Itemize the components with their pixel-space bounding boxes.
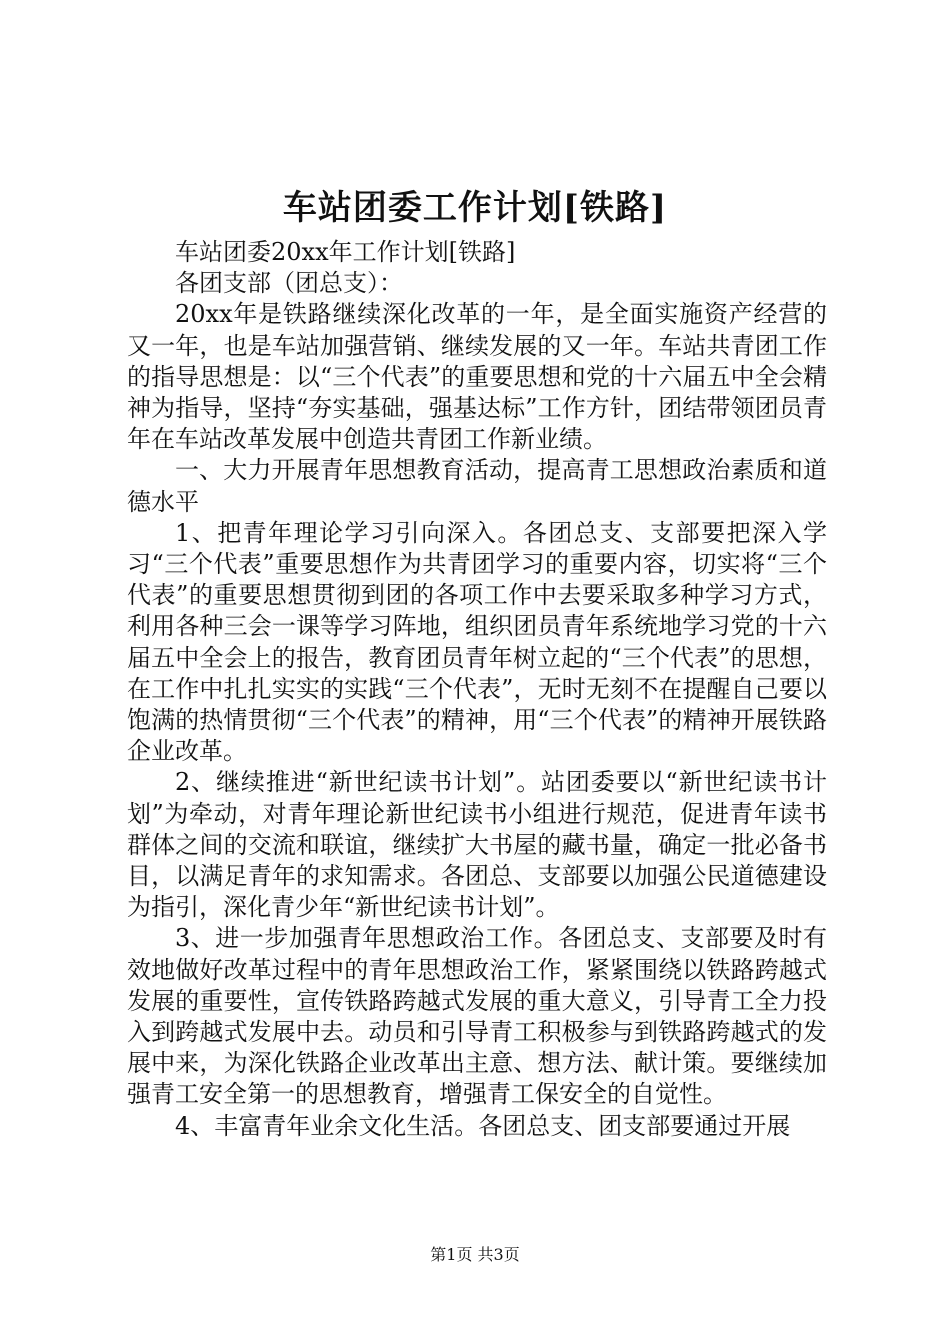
document-body [127, 237, 827, 1142]
intro-paragraph: 20xx年是铁路继续深化改革的一年，是全面实施资产经营的又一年，也是车站加强营销、继续发展的又一年。车站共青团工作的指导思想是：以“三个代表”的重要思想和党的十六届五中全会精神为指导，坚持“夯实基础，强基达标”工作方针，团结带领团员青年在车站改革发展中创造共青团工作新业绩。 [127, 300, 827, 454]
salutation-paragraph: 各团支部（团总支）： [175, 269, 403, 298]
item-paragraph-4: 4、丰富青年业余文化生活。各团总支、团支部要通过开展 [175, 1111, 791, 1140]
item-paragraph-3: 3、进一步加强青年思想政治工作。各团总支、支部要及时有效地做好改革过程中的青年思想政治工作，紧紧围绕以铁路跨越式发展的重要性，宣传铁路跨越式发展的重大意义，引导青工全力投入到跨越式发展中去。动员和引导青工积极参与到铁路跨越式的发展中来，为深化铁路企业改革出主意、想方法、献计策。要继续加强青工安全第一的思想教育，增强青工保安全的自觉性。 [127, 924, 827, 1109]
section-heading-1: 一、大力开展青年思想教育活动，提高青工思想政治素质和道德水平 [127, 456, 827, 516]
subtitle-paragraph: 车站团委20xx年工作计划[铁路] [175, 238, 516, 266]
item-paragraph-1: 1、把青年理论学习引向深入。各团总支、支部要把深入学习“三个代表”重要思想作为共青团学习的重要内容，切实将“三个代表”的重要思想贯彻到团的各项工作中去要采取多种学习方式，利用各种三会一课等学习阵地，组织团员青年系统地学习党的十六届五中全会上的报告，教育团员青年树立起的“三个代表”的思想，在工作中扎扎实实的实践“三个代表”，无时无刻不在提醒自己要以饱满的热情贯彻“三个代表”的精神，用“三个代表”的精神开展铁路企业改革。 [127, 518, 827, 766]
document-title: 车站团委工作计划[铁路] [282, 188, 668, 228]
item-paragraph-2: 2、继续推进“新世纪读书计划”。站团委要以“新世纪读书计划”为牵动，对青年理论新世纪读书小组进行规范，促进青年读书群体之间的交流和联谊，继续扩大书屋的藏书量，确定一批必备书目，以满足青年的求知需求。各团总、支部要以加强公民道德建设为指引，深化青少年“新世纪读书计划”。 [127, 768, 827, 922]
page-footer: 第1页 共3页 [430, 1245, 520, 1264]
